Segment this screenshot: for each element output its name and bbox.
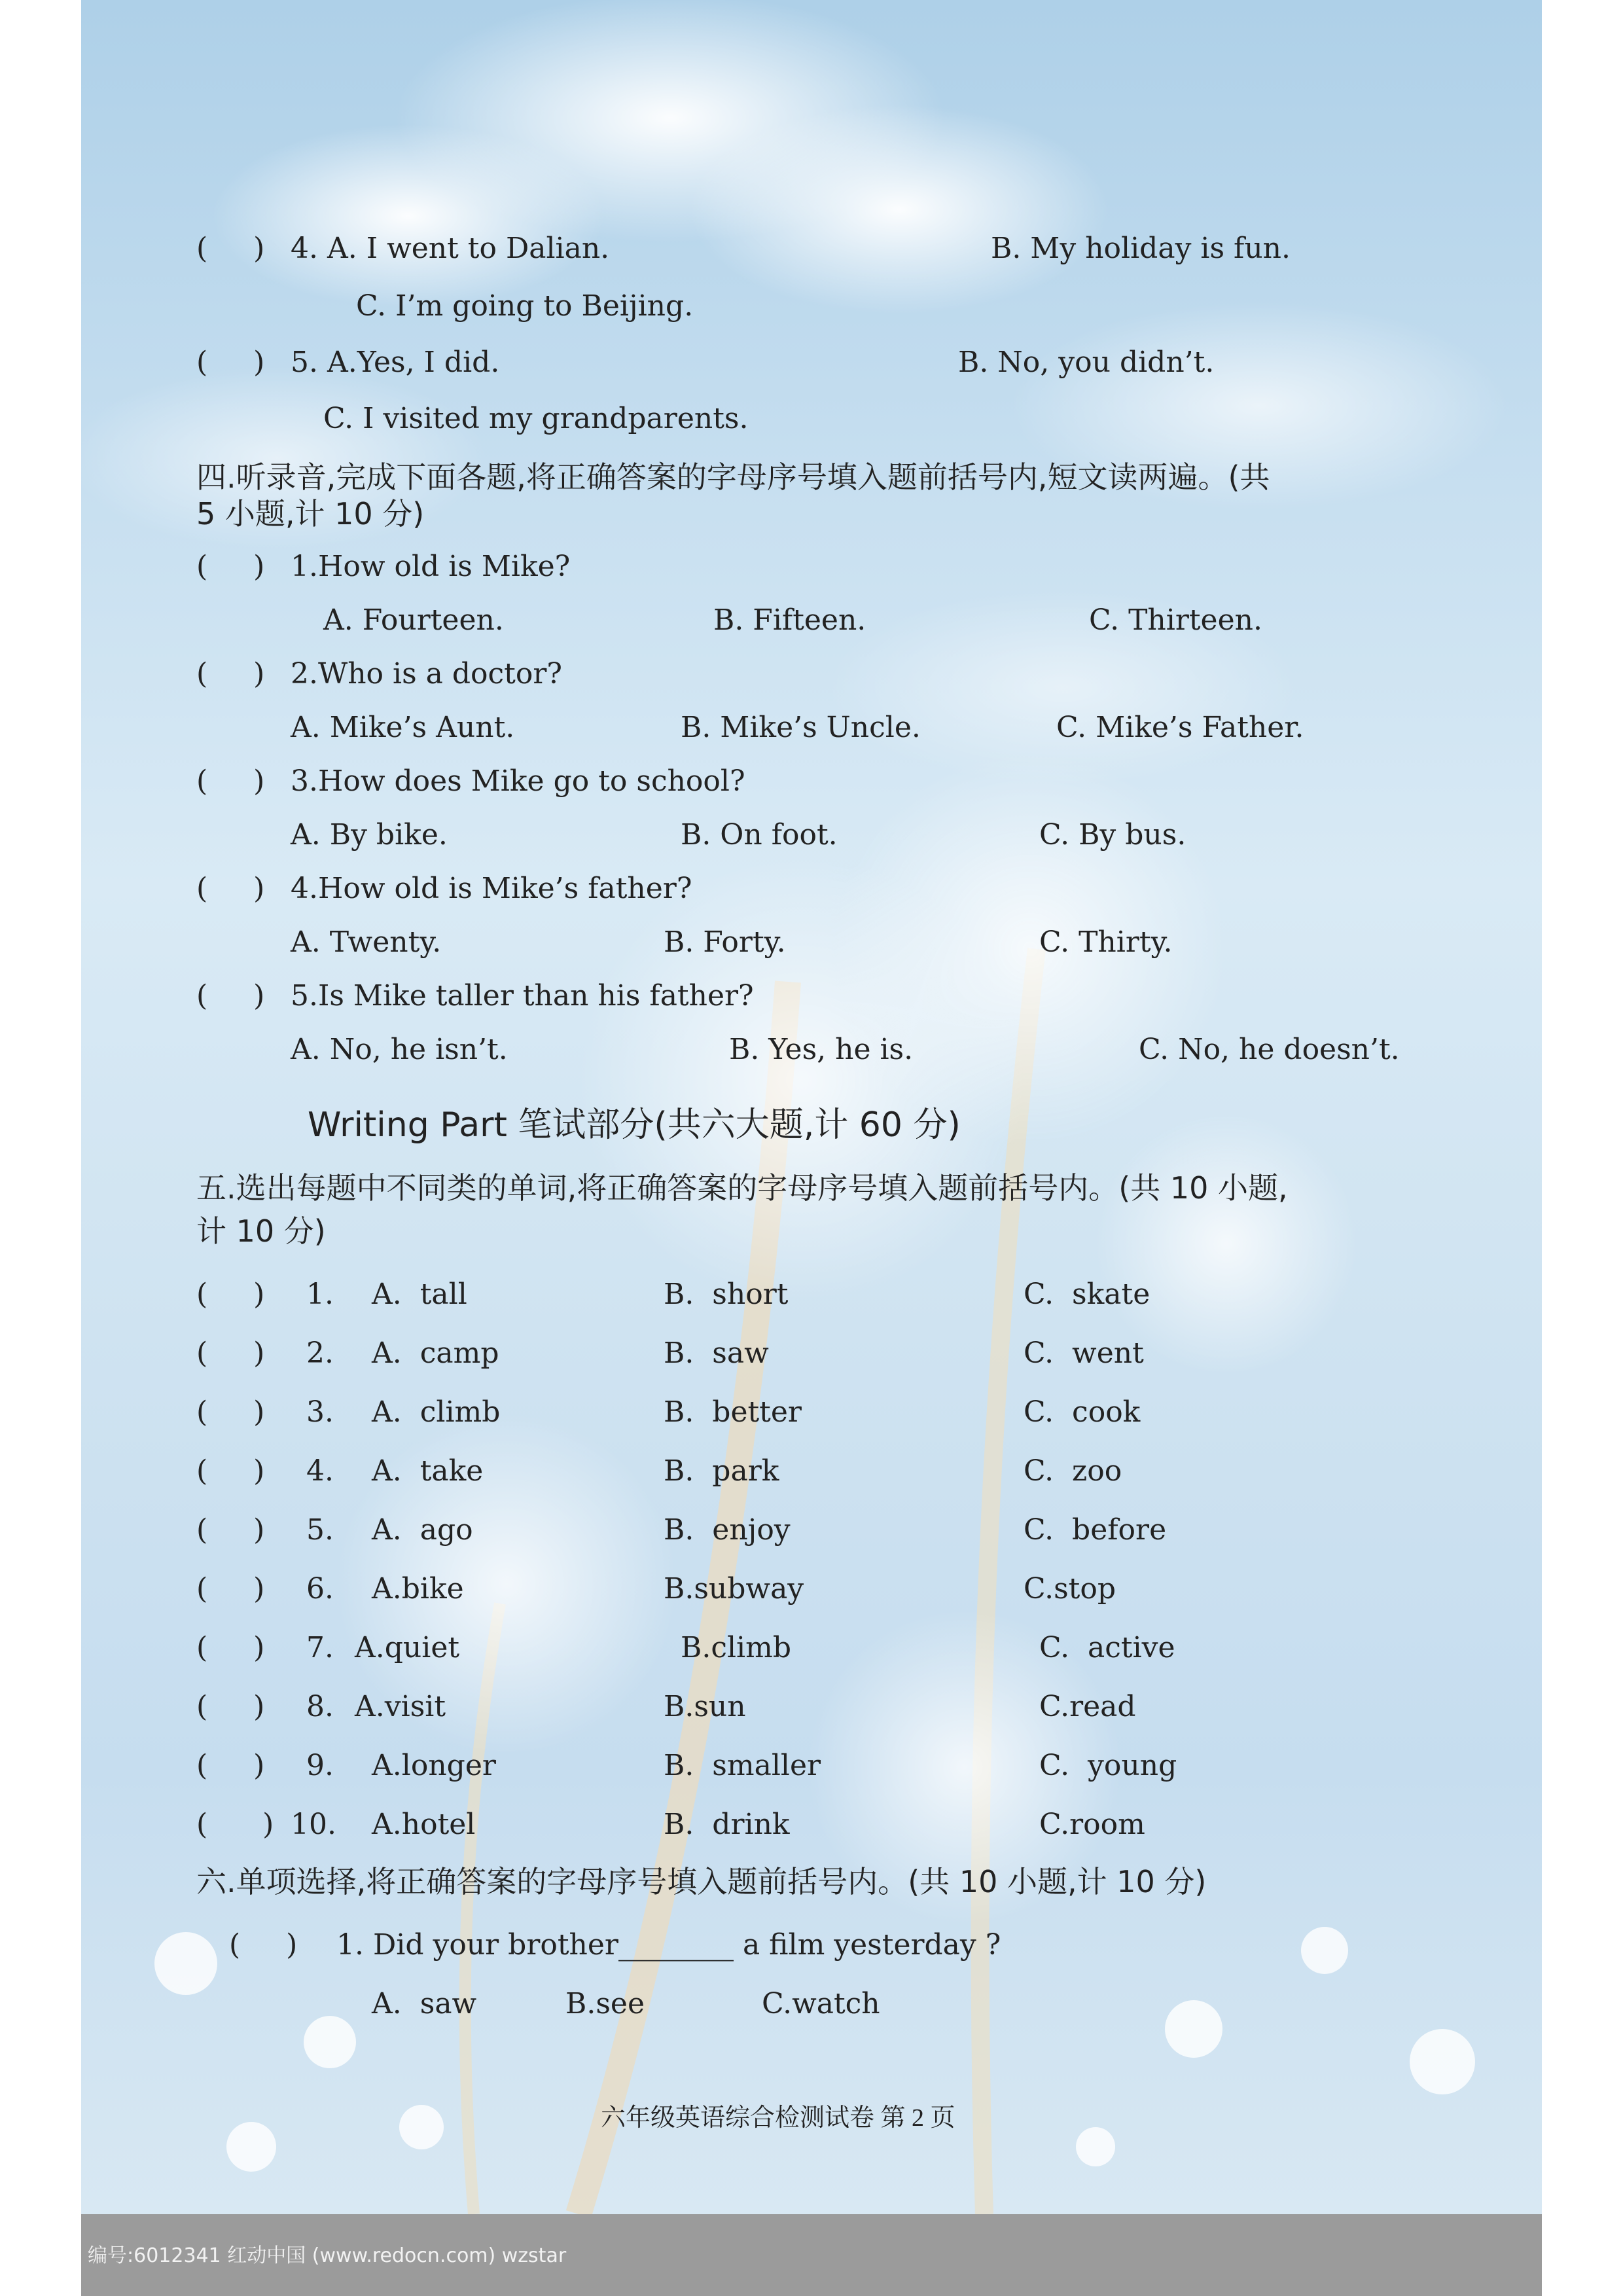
paren-blank: ( ) [196, 232, 265, 265]
option-a: A.bike [372, 1572, 464, 1605]
option-a: A. Mike’s Aunt. [291, 711, 515, 744]
option-a: A.quiet [355, 1631, 460, 1664]
option-c: C. I’m going to Beijing. [356, 289, 694, 323]
option-a: A. saw [372, 1987, 477, 2020]
paren-blank: ( ) [196, 1278, 265, 1311]
paren-blank: ( ) [196, 1808, 274, 1841]
paren-blank: ( ) [196, 1395, 265, 1429]
row-number: 4. [306, 1454, 334, 1488]
paren-blank: ( ) [196, 979, 265, 1013]
page-footer: 六年级英语综合检测试卷 第 2 页 [601, 2104, 955, 2132]
row-number: 5. [306, 1513, 334, 1547]
option-c: C. I visited my grandparents. [323, 402, 749, 435]
option-b: B. enjoy [664, 1513, 791, 1547]
option-b: B. Mike’s Uncle. [681, 711, 921, 744]
question-text: 5.Is Mike taller than his father? [291, 979, 754, 1013]
option-a: A. No, he isn’t. [291, 1033, 508, 1066]
option-b: B. drink [664, 1808, 790, 1841]
option-c: C. before [1024, 1513, 1167, 1547]
section-title-4: 四.听录音,完成下面各题,将正确答案的字母序号填入题前括号内,短文读两遍。(共 [196, 459, 1270, 495]
option-c: C. By bus. [1039, 818, 1186, 852]
option-b: B. smaller [664, 1749, 821, 1782]
option-a: A. Fourteen. [323, 603, 504, 637]
option-b: B.climb [681, 1631, 791, 1664]
option-b: B. Fifteen. [713, 603, 866, 637]
question-text: 3.How does Mike go to school? [291, 764, 745, 798]
right-margin [1542, 0, 1623, 2296]
question-text: 1.How old is Mike? [291, 550, 571, 583]
option-a: A.longer [372, 1749, 496, 1782]
option-a: A. Twenty. [291, 925, 442, 959]
paren-blank: ( ) [196, 872, 265, 905]
paren-blank: ( ) [196, 764, 265, 798]
option-c: C.watch [762, 1987, 880, 2020]
option-b: B. short [664, 1278, 789, 1311]
row-number: 1. [306, 1278, 334, 1311]
paren-blank: ( ) [196, 1572, 265, 1605]
row-number: 10. [291, 1808, 336, 1841]
option-c: C. Thirty. [1039, 925, 1173, 959]
question-text: 4.How old is Mike’s father? [291, 872, 692, 905]
option-b: B. Yes, he is. [729, 1033, 914, 1066]
option-a: A. climb [372, 1395, 501, 1429]
writing-part-heading: Writing Part 笔试部分(共六大题,计 60 分) [308, 1105, 961, 1145]
option-c: C. zoo [1024, 1454, 1122, 1488]
option-c: C. No, he doesn’t. [1139, 1033, 1400, 1066]
section-title-5-cont: 计 10 分) [196, 1213, 326, 1249]
option-b: B.subway [664, 1572, 804, 1605]
paren-blank: ( ) [196, 1513, 265, 1547]
option-b: B.sun [664, 1690, 746, 1723]
paren-blank: ( ) [196, 1336, 265, 1370]
option-b: B.see [565, 1987, 645, 2020]
row-number: 9. [306, 1749, 334, 1782]
option-c: C. cook [1024, 1395, 1141, 1429]
option-b: B. park [664, 1454, 779, 1488]
option-a: A. tall [372, 1278, 467, 1311]
row-number: 8. [306, 1690, 334, 1723]
watermark-text: 编号:6012341 红动中国 (www.redocn.com) wzstar [88, 2244, 567, 2267]
question-text: 5. A.Yes, I did. [291, 346, 500, 379]
option-a: A. By bike. [291, 818, 448, 852]
row-number: 3. [306, 1395, 334, 1429]
option-a: A.visit [355, 1690, 446, 1723]
paren-blank: ( ) [196, 550, 265, 583]
question-text: 4. A. I went to Dalian. [291, 232, 610, 265]
paren-blank: ( ) [229, 1928, 298, 1962]
row-number: 6. [306, 1572, 334, 1605]
option-c: C. young [1039, 1749, 1177, 1782]
exam-page [81, 0, 1542, 2214]
option-b: B. My holiday is fun. [991, 232, 1291, 265]
option-b: B. better [664, 1395, 802, 1429]
option-c: C. skate [1024, 1278, 1150, 1311]
option-c: C. went [1024, 1336, 1144, 1370]
option-c: C.stop [1024, 1572, 1116, 1605]
option-a: A.hotel [372, 1808, 476, 1841]
section-title-6: 六.单项选择,将正确答案的字母序号填入题前括号内。(共 10 小题,计 10 分) [196, 1864, 1207, 1899]
watermark-bar [81, 2214, 1542, 2296]
option-b: B. Forty. [664, 925, 786, 959]
paren-blank: ( ) [196, 1454, 265, 1488]
option-b: B. On foot. [681, 818, 838, 852]
option-a: A. camp [372, 1336, 499, 1370]
option-a: A. take [372, 1454, 484, 1488]
option-c: C. active [1039, 1631, 1175, 1664]
row-number: 2. [306, 1336, 334, 1370]
paren-blank: ( ) [196, 346, 265, 379]
left-margin [0, 0, 81, 2296]
section-title-5: 五.选出每题中不同类的单词,将正确答案的字母序号填入题前括号内。(共 10 小题, [196, 1170, 1288, 1206]
paren-blank: ( ) [196, 657, 265, 691]
option-c: C. Thirteen. [1089, 603, 1262, 637]
paren-blank: ( ) [196, 1690, 265, 1723]
option-b: B. saw [664, 1336, 769, 1370]
section-title-4-cont: 5 小题,计 10 分) [196, 496, 425, 531]
option-c: C.read [1039, 1690, 1136, 1723]
paren-blank: ( ) [196, 1749, 265, 1782]
option-b: B. No, you didn’t. [958, 346, 1215, 379]
row-number: 7. [306, 1631, 334, 1664]
question-text: 1. Did your brother________ a film yesterday ? [336, 1928, 1001, 1962]
question-text: 2.Who is a doctor? [291, 657, 562, 691]
option-a: A. ago [372, 1513, 473, 1547]
option-c: C.room [1039, 1808, 1145, 1841]
option-c: C. Mike’s Father. [1056, 711, 1304, 744]
paren-blank: ( ) [196, 1631, 265, 1664]
